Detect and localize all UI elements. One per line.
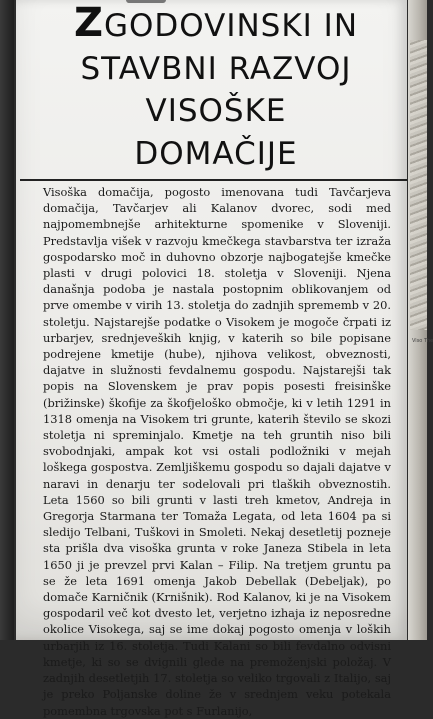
wall-left: [0, 0, 14, 640]
panel-title: [36, 2, 396, 175]
title-line-2: STAVBNI RAZVOJ: [80, 50, 352, 87]
info-panel: [16, 0, 407, 718]
adjacent-panel-photo: [410, 40, 427, 330]
title-initial: Z: [73, 0, 104, 46]
title-line-1: GODOVINSKI IN: [103, 8, 359, 44]
title-line-3: VISOŠKE: [145, 93, 287, 129]
title-line-4: DOMAČIJE: [134, 135, 298, 172]
title-divider: [20, 179, 407, 181]
adjacent-panel-caption: Viso The: [412, 338, 433, 344]
body-text: Visoška domačija, pogosto imenovana tudi Tavčarjeva domačija, Tavčarjev ali Kalanov dvorec, sodi med najpomembnejše arhitekturne spomenike v Sloveniji. Predstavlja višek v razvoju kmečkega stavbarstva ter izraža gospodarsko moč in duhovno obzorje najbogatejše kmečke plasti v drugi polovici 18. stoletja v Sloveniji. Njena današnja podoba je nastala postopnim oblikovanjem od prve omembe v virih 13. stoletja do zadnjih sprememb v 20. stoletju. Najstarejše podatke o Visokem je mogoče črpati iz urbarjev, srednjeveških knjig, v katerih so bile popisane podrejene kmetije (hube), njihova velikost, obveznosti, dajatve in služnosti fevdalnemu gospodu. Najstarejši tak popis na Slovenskem je prav popis posesti freisinške (brižinske) škofije za škofjeloško območje, ki v letih 1291 in 1318 omenja na Visokem tri grunte, katerih število se skozi stoletja ni spreminjalo. Kmetje na teh gruntih niso bili svobodnjaki, ampak kot vsi ostali podložniki v mejah loškega gospostva. Zemljiškemu gospodu so dajali dajatve v naravi in denarju ter sodelovali pri tlaških obveznostih. Leta 1560 so bili grunti v lasti treh kmetov, Andreja in Gregorja Starmana ter Tomaža Legata, od leta 1604 pa si sledijo Telbani, Tuškovi in Smoleti. Nekaj desetletij pozneje sta prišla dva visoška grunta v roke Janeza Stibela in leta 1650 ji je prevzel prvi Kalan – Filip. Na tretjem gruntu pa se že leta 1691 omenja Jakob Debellak (Debeljak), po domače Karničnik (Krnišnik). Rod Kalanov, ki je na Visokem gospodaril več kot dvesto let, verjetno izhaja iz neposredne okolice Visokega, saj se ime dokaj pogosto omenja v loških urbarjih iz 16. stoletja. Tudi Kalani so bili fevdalno odvisni kmetje, ki so se dvignili glede na premoženjski položaj. V zadnjih desetletjih 17. stoletja so veliko trgovali z Italijo, saj je preko Poljanske doline že v srednjem veku potekala pomembna trgovska pot s Furlanijo,: [43, 185, 391, 718]
